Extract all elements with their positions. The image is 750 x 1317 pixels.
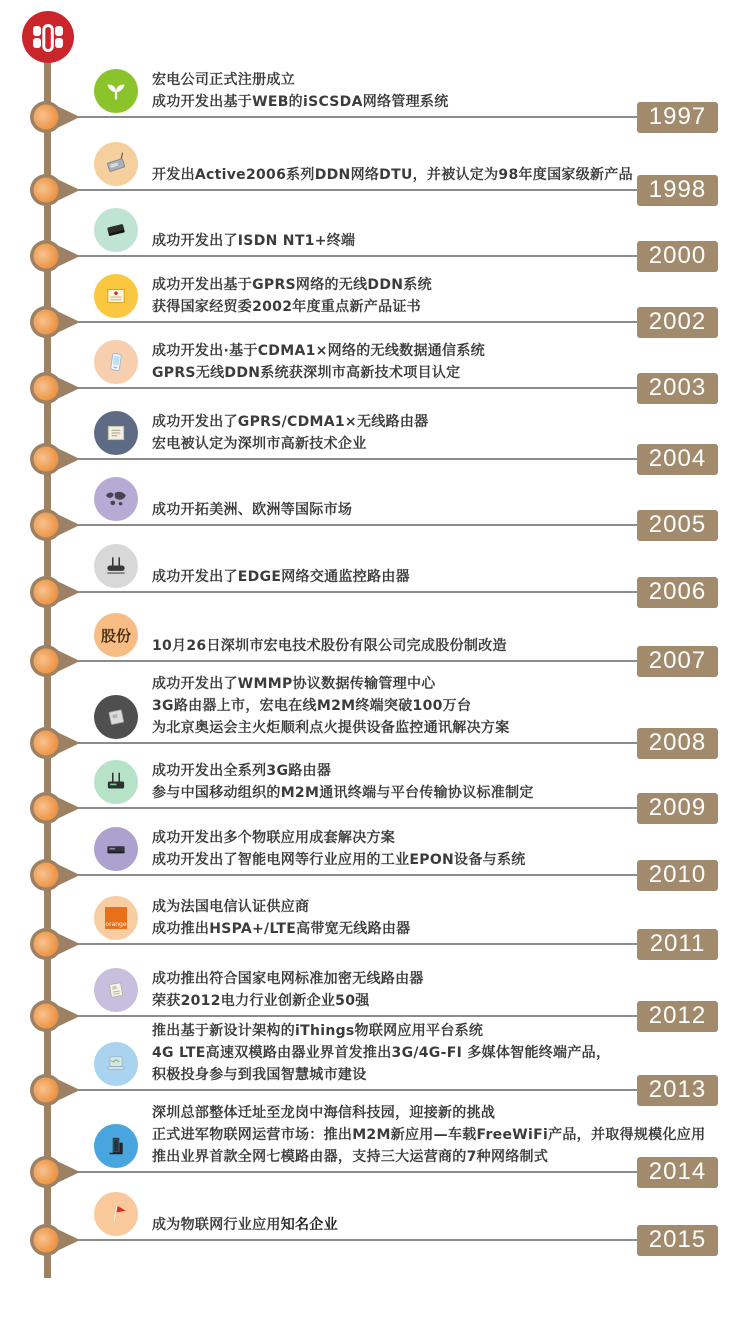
connector-line — [74, 387, 638, 389]
timeline-node — [28, 641, 86, 681]
entry-text: 成为物联网行业应用知名企业 — [152, 1217, 338, 1233]
entry-text: 成功开发出了WMMP协议数据传输管理中心 3G路由器上市，宏电在线M2M终端突破100万台 为北京奥运会主火炬顺利点火提供设备监控通讯解决方案 — [152, 676, 510, 736]
hongdian-logo — [22, 11, 74, 63]
entry-text: 深圳总部整体迁址至龙岗中海信科技园，迎接新的挑战 正式进军物联网运营市场：推出M2M新应用—车载FreeWiFi产品，并取得规模化应用 推出业界首款全网七模路由器，支持三大运营商的7种网络制式 — [152, 1105, 706, 1165]
year-badge: 2002 — [637, 307, 718, 338]
entry-text: 成功开发出多个物联应用成套解决方案 成功开发出了智能电网等行业应用的工业EPON设备与系统 — [152, 830, 526, 868]
dtu-device-icon — [94, 142, 138, 186]
timeline-node — [28, 1070, 86, 1110]
entry-text: 推出基于新设计架构的iThings物联网应用平台系统 4G LTE高速双模路由器业界首发推出3G/4G-FI 多媒体智能终端产品， 积极投身参与到我国智慧城市建设 — [152, 1023, 611, 1083]
encrypted-router-icon — [94, 968, 138, 1012]
entry-text: 成功开发出·基于CDMA1×网络的无线数据通信系统 GPRS无线DDN系统获深圳市高新技术项目认定 — [152, 343, 485, 381]
svg-text:orange: orange — [105, 921, 127, 928]
timeline-node — [28, 788, 86, 828]
year-badge: 2008 — [637, 728, 718, 759]
sprout-icon — [94, 69, 138, 113]
connector-line — [74, 874, 638, 876]
year-badge: 1998 — [637, 175, 718, 206]
entry-text: 成功开发出全系列3G路由器 参与中国移动组织的M2M通讯终端与平台传输协议标准制定 — [152, 763, 534, 801]
entry-text: 宏电公司正式注册成立 成功开发出基于WEB的iSCSDA网络管理系统 — [152, 72, 449, 110]
connector-line — [74, 458, 638, 460]
connector-line — [74, 591, 638, 593]
connector-line — [74, 807, 638, 809]
entry-text: 成为法国电信认证供应商 成功推出HSPA+/LTE高带宽无线路由器 — [152, 899, 411, 937]
entry-text: 成功开发出了EDGE网络交通监控路由器 — [152, 569, 410, 585]
year-badge: 2003 — [637, 373, 718, 404]
mobile-device-icon — [94, 340, 138, 384]
timeline-node — [28, 97, 86, 137]
timeline-node — [28, 302, 86, 342]
entry-text: 成功开发出基于GPRS网络的无线DDN系统 获得国家经贸委2002年度重点新产品证书 — [152, 277, 432, 315]
entry-text: 开发出Active2006系列DDN网络DTU，并被认定为98年度国家级新产品 — [152, 167, 633, 183]
timeline-node — [28, 1152, 86, 1192]
year-badge: 2005 — [637, 510, 718, 541]
connector-line — [74, 943, 638, 945]
entry-text: 成功开拓美洲、欧洲等国际市场 — [152, 502, 353, 518]
year-badge: 2009 — [637, 793, 718, 824]
connector-line — [74, 321, 638, 323]
certificate-icon — [94, 274, 138, 318]
entry-text: 成功开发出了GPRS/CDMA1×无线路由器 宏电被认定为深圳市高新技术企业 — [152, 414, 429, 452]
connector-line — [74, 1015, 638, 1017]
router-icon — [94, 544, 138, 588]
year-badge: 2010 — [637, 860, 718, 891]
year-badge: 1997 — [637, 102, 718, 133]
shares-badge-icon — [94, 613, 138, 657]
entry-text: 10月26日深圳市宏电技术股份有限公司完成股份制改造 — [152, 638, 507, 654]
year-badge: 2011 — [637, 929, 718, 960]
world-map-icon — [94, 477, 138, 521]
connector-line — [74, 660, 638, 662]
svg-text:股份: 股份 — [100, 627, 132, 645]
connector-line — [74, 189, 638, 191]
entry-text: 成功推出符合国家电网标准加密无线路由器 荣获2012电力行业创新企业50强 — [152, 971, 424, 1009]
building-icon — [94, 1124, 138, 1168]
connector-line — [74, 524, 638, 526]
entry-text: 成功开发出了ISDN NT1+终端 — [152, 233, 356, 249]
module-device-icon — [94, 695, 138, 739]
year-badge: 2012 — [637, 1001, 718, 1032]
orange-telecom-logo-icon — [94, 896, 138, 940]
timeline-node — [28, 170, 86, 210]
year-badge: 2007 — [637, 646, 718, 677]
epon-device-icon — [94, 827, 138, 871]
connector-line — [74, 255, 638, 257]
year-badge: 2006 — [637, 577, 718, 608]
connector-line — [74, 116, 638, 118]
timeline-node — [28, 723, 86, 763]
timeline-node — [28, 572, 86, 612]
year-badge: 2014 — [637, 1157, 718, 1188]
laptop-icon — [94, 1042, 138, 1086]
isdn-terminal-icon — [94, 208, 138, 252]
timeline-node — [28, 924, 86, 964]
connector-line — [74, 1239, 638, 1241]
connector-line — [74, 1089, 638, 1091]
year-badge: 2004 — [637, 444, 718, 475]
timeline-node — [28, 996, 86, 1036]
timeline-node — [28, 236, 86, 276]
year-badge: 2015 — [637, 1225, 718, 1256]
timeline-node — [28, 505, 86, 545]
timeline-node — [28, 368, 86, 408]
timeline-node — [28, 1220, 86, 1260]
red-flag-icon — [94, 1192, 138, 1236]
connector-line — [74, 1171, 638, 1173]
timeline-node — [28, 855, 86, 895]
bold-text: 知名企业 — [280, 1217, 338, 1233]
year-badge: 2013 — [637, 1075, 718, 1106]
year-badge: 2000 — [637, 241, 718, 272]
timeline-node — [28, 439, 86, 479]
certificate-frame-icon — [94, 411, 138, 455]
connector-line — [74, 742, 638, 744]
3g-router-icon — [94, 760, 138, 804]
